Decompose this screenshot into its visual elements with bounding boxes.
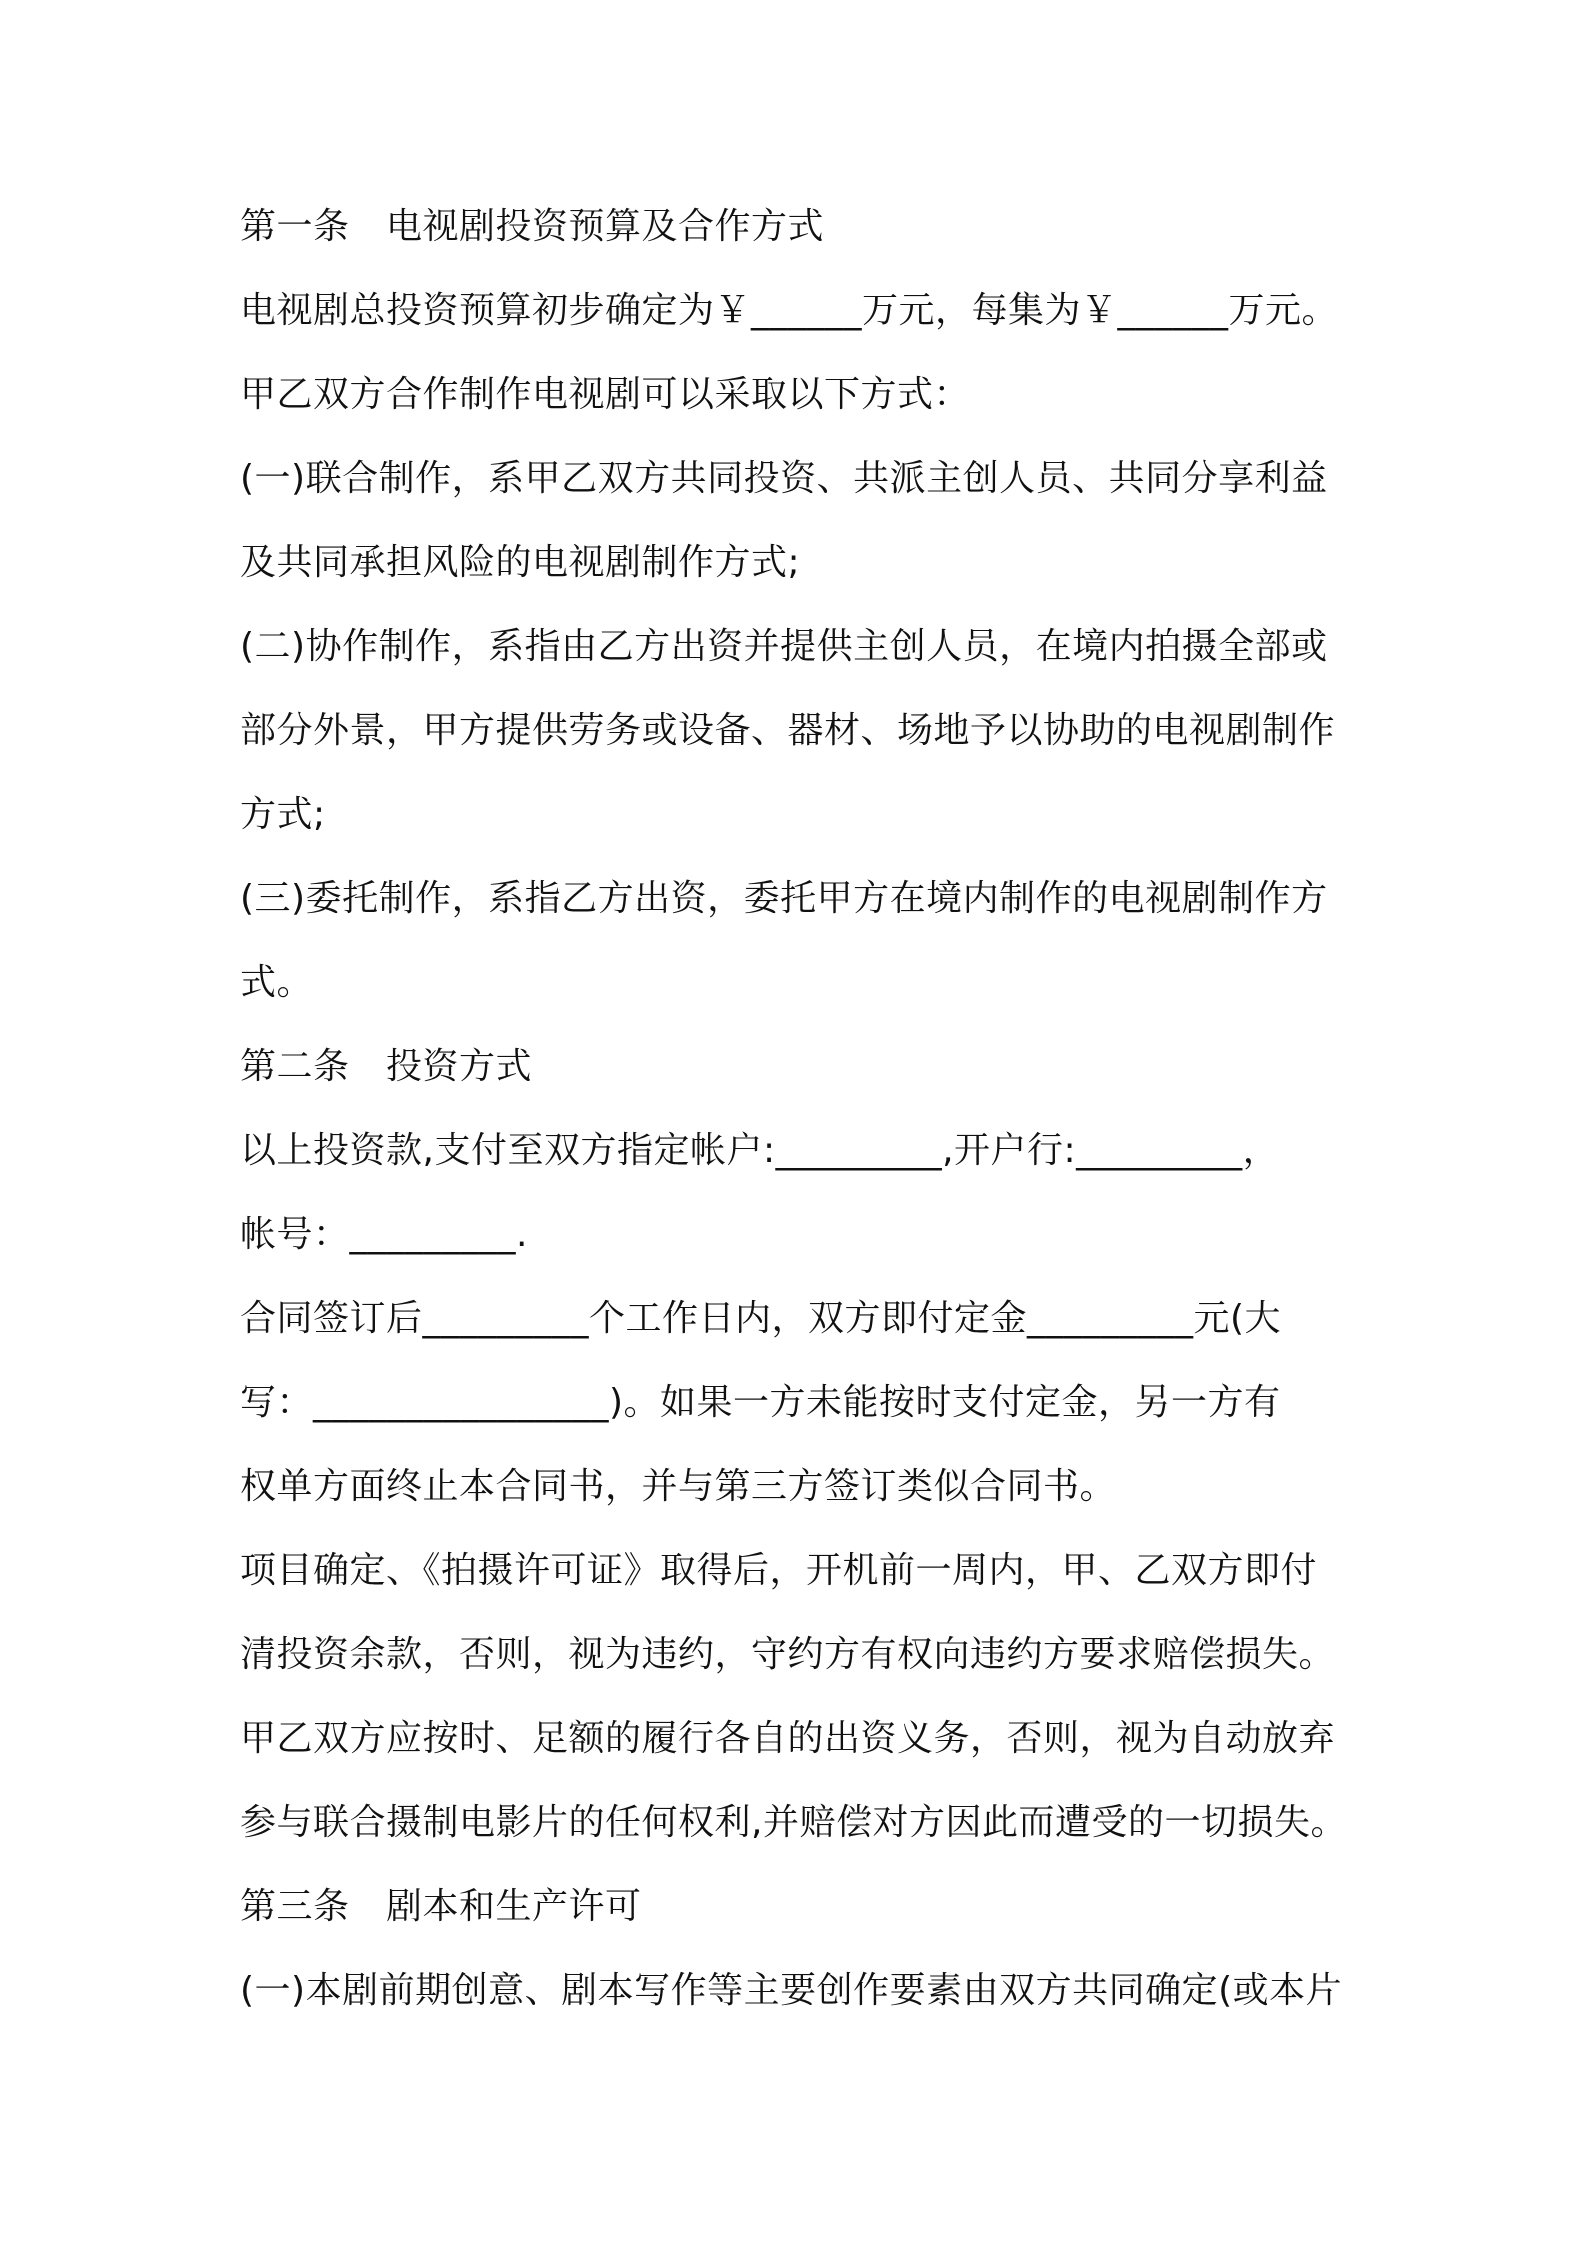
article-3-heading: 第三条 剧本和生产许可 xyxy=(240,1886,642,1927)
paragraph-line: 合同签订后_________个工作日内，双方即付定金_________元(大 xyxy=(240,1298,1282,1339)
paragraph-line: 写：________________)。如果一方未能按时支付定金，另一方有 xyxy=(240,1382,1281,1423)
paragraph-line: 甲乙双方合作制作电视剧可以采取以下方式： xyxy=(240,374,971,415)
paragraph-line: 甲乙双方应按时、足额的履行各自的出资义务，否则，视为自动放弃 xyxy=(240,1718,1336,1759)
paragraph-line: 电视剧总投资预算初步确定为￥______万元，每集为￥______万元。 xyxy=(240,290,1339,331)
paragraph-line: (一)联合制作，系甲乙双方共同投资、共派主创人员、共同分享利益 xyxy=(240,458,1328,499)
paragraph-line: 清投资余款，否则，视为违约，守约方有权向违约方要求赔偿损失。 xyxy=(240,1634,1336,1675)
paragraph-line: 帐号：_________. xyxy=(240,1214,528,1255)
paragraph-line: (二)协作制作，系指由乙方出资并提供主创人员，在境内拍摄全部或 xyxy=(240,626,1328,667)
paragraph-line: 参与联合摄制电影片的任何权利,并赔偿对方因此而遭受的一切损失。 xyxy=(240,1802,1347,1843)
paragraph-line: 及共同承担风险的电视剧制作方式; xyxy=(240,542,801,583)
paragraph-line: 式。 xyxy=(240,962,314,1003)
article-2-heading: 第二条 投资方式 xyxy=(240,1046,533,1087)
paragraph-line: 项目确定、《拍摄许可证》取得后，开机前一周内，甲、乙双方即付 xyxy=(240,1550,1318,1591)
paragraph-line: (三)委托制作，系指乙方出资，委托甲方在境内制作的电视剧制作方 xyxy=(240,878,1328,919)
paragraph-line: 方式; xyxy=(240,794,326,835)
paragraph-line: 权单方面终止本合同书，并与第三方签订类似合同书。 xyxy=(240,1466,1117,1507)
paragraph-line: (一)本剧前期创意、剧本写作等主要创作要素由双方共同确定(或本片 xyxy=(240,1970,1343,2011)
paragraph-line: 以上投资款,支付至双方指定帐户:_________,开户行:_________， xyxy=(240,1130,1280,1171)
paragraph-line: 部分外景，甲方提供劳务或设备、器材、场地予以协助的电视剧制作 xyxy=(240,710,1336,751)
article-1-heading: 第一条 电视剧投资预算及合作方式 xyxy=(240,206,825,247)
